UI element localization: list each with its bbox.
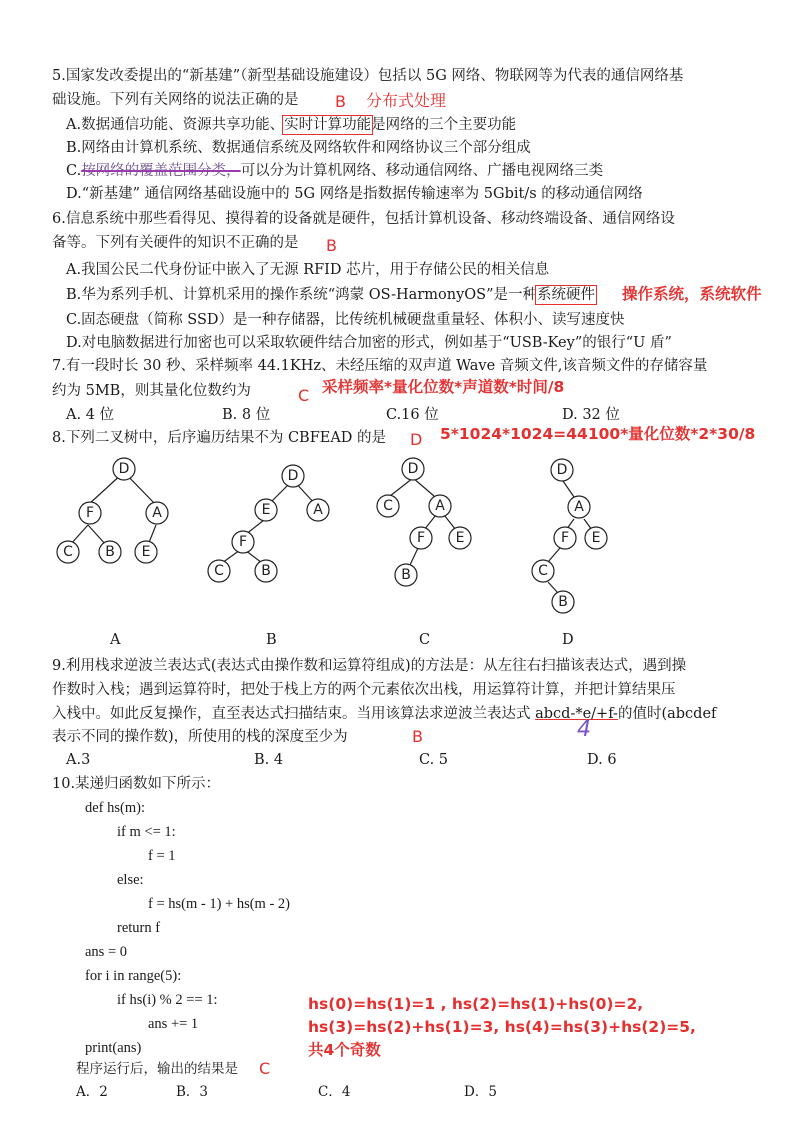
q7-answer: C <box>298 386 310 405</box>
tree-a-node <box>79 502 101 524</box>
tree-b-node <box>307 499 329 521</box>
svg-text:D: D <box>287 468 299 484</box>
svg-text:C: C <box>214 563 224 579</box>
svg-text:F: F <box>238 534 248 550</box>
q5-answer-note: 分布式处理 <box>366 91 447 110</box>
q9-line3: 入栈中。如此反复操作，直至表达式扫描结束。当用该算法求逆波兰表达式 abcd-*e/+f-的值时(abcdef <box>52 706 717 722</box>
svg-text:B: B <box>558 594 568 610</box>
q9-expression: abcd-*e/+f- <box>535 706 618 722</box>
q9-handwritten-note: 4 <box>577 717 591 742</box>
q6-option-b: B.华为系列手机、计算机采用的操作系统“鸿蒙 OS-HarmonyOS”是一种系统硬件 <box>66 287 596 303</box>
svg-text:F: F <box>416 530 426 546</box>
tree-c-node <box>377 495 399 517</box>
tree-a-node <box>135 541 157 563</box>
tree-a-node <box>57 541 79 563</box>
q5-stem-line2: 础设施。下列有关网络的说法正确的是 <box>52 92 299 108</box>
code-line: ans = 0 <box>85 944 128 960</box>
q7-option-c: C.16 位 <box>386 407 439 423</box>
svg-text:F: F <box>85 505 95 521</box>
svg-text:A: A <box>152 505 162 521</box>
q6-answer: B <box>326 236 337 255</box>
q10-note-line3: 共4个奇数 <box>308 1041 381 1059</box>
tree-d-node <box>532 560 554 582</box>
code-line: f = hs(m - 1) + hs(m - 2) <box>148 896 290 912</box>
q10-answer: C <box>259 1059 271 1078</box>
q5-option-a-boxed: 实时计算功能 <box>284 117 372 133</box>
svg-text:C: C <box>538 563 548 579</box>
code-line: def hs(m): <box>85 800 145 816</box>
svg-text:D: D <box>118 461 130 477</box>
q6-option-b-boxed: 系统硬件 <box>537 287 596 303</box>
tree-d-node <box>551 459 573 481</box>
code-line: return f <box>117 920 161 936</box>
svg-text:E: E <box>261 502 271 518</box>
code-line: else: <box>117 872 144 888</box>
tree-b-node <box>208 560 230 582</box>
q5-stem-line1: 5.国家发改委提出的“新基建”（新型基础设施建设）包括以 5G 网络、物联网等为代表的通信网络基 <box>52 68 684 84</box>
q5-option-d: D.“新基建” 通信网络基础设施中的 5G 网络是指数据传输速率为 5Gbit/s 的移动通信网络 <box>66 186 643 202</box>
svg-text:A: A <box>313 502 323 518</box>
q8-stem: 8.下列二叉树中，后序遍历结果不为 CBFEAD 的是 <box>52 430 387 446</box>
q10-option-b: B．3 <box>176 1084 209 1100</box>
tree-a <box>57 458 168 563</box>
q8-answer: D <box>410 430 423 449</box>
q9-option-b: B. 4 <box>254 752 284 768</box>
tree-a-node <box>146 502 168 524</box>
q5-answer: B <box>335 92 346 111</box>
svg-text:D: D <box>407 461 419 477</box>
tree-c-node <box>449 527 471 549</box>
q9-line4: 表示不同的操作数)，所使用的栈的深度至少为 <box>52 729 348 745</box>
svg-text:B: B <box>105 544 115 560</box>
tree-d-node <box>554 527 576 549</box>
tree-label-b: B <box>266 632 277 648</box>
tree-b-node <box>255 560 277 582</box>
tree-c-node <box>395 564 417 586</box>
tree-d <box>532 459 607 613</box>
svg-text:B: B <box>261 563 271 579</box>
q7-stem-line2: 约为 5MB，则其量化位数约为 <box>52 383 251 399</box>
code-line: for i in range(5): <box>85 968 182 984</box>
q9-option-d: D. 6 <box>587 752 617 768</box>
q10-option-c: C．4 <box>318 1084 351 1100</box>
tree-c-node <box>429 495 451 517</box>
tree-d-node <box>585 527 607 549</box>
q6-stem-line2: 备等。下列有关硬件的知识不正确的是 <box>52 235 299 251</box>
q7-note: 采样频率*量化位数*声道数*时间/8 <box>322 378 565 396</box>
q6-option-d: D.对电脑数据进行加密也可以采取软硬件结合加密的形式，例如基于“USB-Key”的银行“U 盾” <box>66 335 672 351</box>
tree-label-d: D <box>562 632 574 648</box>
svg-text:C: C <box>383 498 393 514</box>
q10-option-a: A．2 <box>76 1084 108 1100</box>
q9-answer: B <box>412 727 423 746</box>
q10-note-line1: hs(0)=hs(1)=1 , hs(2)=hs(1)+hs(0)=2, <box>308 995 644 1013</box>
q6-option-c: C.固态硬盘（简称 SSD）是一种存储器，比传统机械硬盘重量轻、体积小、读写速度快 <box>66 312 625 328</box>
svg-text:E: E <box>591 530 601 546</box>
code-line: f = 1 <box>148 848 176 864</box>
tree-a-node <box>99 541 121 563</box>
svg-text:D: D <box>556 462 568 478</box>
tree-c <box>377 458 471 586</box>
svg-text:F: F <box>560 530 570 546</box>
tree-b <box>208 465 329 582</box>
tree-d-node <box>568 496 590 518</box>
tree-c-node <box>402 458 424 480</box>
svg-text:E: E <box>455 530 465 546</box>
svg-text:C: C <box>63 544 73 560</box>
q5-option-c-struck: 按网络的覆盖范围分类， <box>81 163 241 179</box>
q5-option-c: C.按网络的覆盖范围分类，可以分为计算机网络、移动通信网络、广播电视网络三类 <box>66 163 604 179</box>
code-line: if m <= 1: <box>117 824 176 840</box>
svg-text:A: A <box>574 499 584 515</box>
code-line: if hs(i) % 2 == 1: <box>117 992 218 1008</box>
q9-line1: 9.利用栈求逆波兰表达式(表达式由操作数和运算符组成)的方法是：从左往右扫描该表达式，遇到操 <box>52 658 687 674</box>
q10-result-question: 程序运行后，输出的结果是 <box>76 1061 238 1077</box>
q10-stem: 10.某递归函数如下所示： <box>52 776 221 792</box>
q5-option-b: B.网络由计算机系统、数据通信系统及网络软件和网络协议三个部分组成 <box>66 140 531 156</box>
code-line: print(ans) <box>85 1040 142 1056</box>
q8-note: 5*1024*1024=44100*量化位数*2*30/8 <box>440 425 756 443</box>
q9-line2: 作数时入栈；遇到运算符时，把处于栈上方的两个元素依次出栈，用运算符计算，并把计算结果压 <box>52 682 676 698</box>
q7-option-b: B. 8 位 <box>222 407 271 423</box>
q6-option-a: A.我国公民二代身份证中嵌入了无源 RFID 芯片，用于存储公民的相关信息 <box>66 262 550 278</box>
svg-text:B: B <box>401 567 411 583</box>
tree-b-node <box>232 531 254 553</box>
q6-stem-line1: 6.信息系统中那些看得见、摸得着的设备就是硬件，包括计算机设备、移动终端设备、通信网络设 <box>52 211 675 227</box>
q7-stem-line1: 7.有一段时长 30 秒、采样频率 44.1KHz、未经压缩的双声道 Wave 音频文件,该音频文件的存储容量 <box>52 358 708 374</box>
tree-a-node <box>113 458 135 480</box>
q9-option-c: C. 5 <box>419 752 449 768</box>
tree-c-node <box>410 527 432 549</box>
svg-text:E: E <box>141 544 151 560</box>
q7-option-d: D. 32 位 <box>562 407 620 423</box>
svg-text:A: A <box>435 498 445 514</box>
tree-label-a: A <box>110 632 121 648</box>
q10-note-line2: hs(3)=hs(2)+hs(1)=3, hs(4)=hs(3)+hs(2)=5, <box>308 1018 696 1036</box>
tree-label-c: C <box>419 632 431 648</box>
tree-d-node <box>552 591 574 613</box>
q10-option-d: D．5 <box>464 1084 497 1100</box>
tree-b-node <box>255 499 277 521</box>
q7-option-a: A. 4 位 <box>66 407 115 423</box>
code-line: ans += 1 <box>148 1016 199 1032</box>
tree-b-node <box>282 465 304 487</box>
q5-option-a: A.数据通信功能、资源共享功能、实时计算功能是网络的三个主要功能 <box>66 117 517 133</box>
q9-option-a: A.3 <box>66 752 91 768</box>
q6-option-b-note: 操作系统，系统软件 <box>622 285 762 303</box>
